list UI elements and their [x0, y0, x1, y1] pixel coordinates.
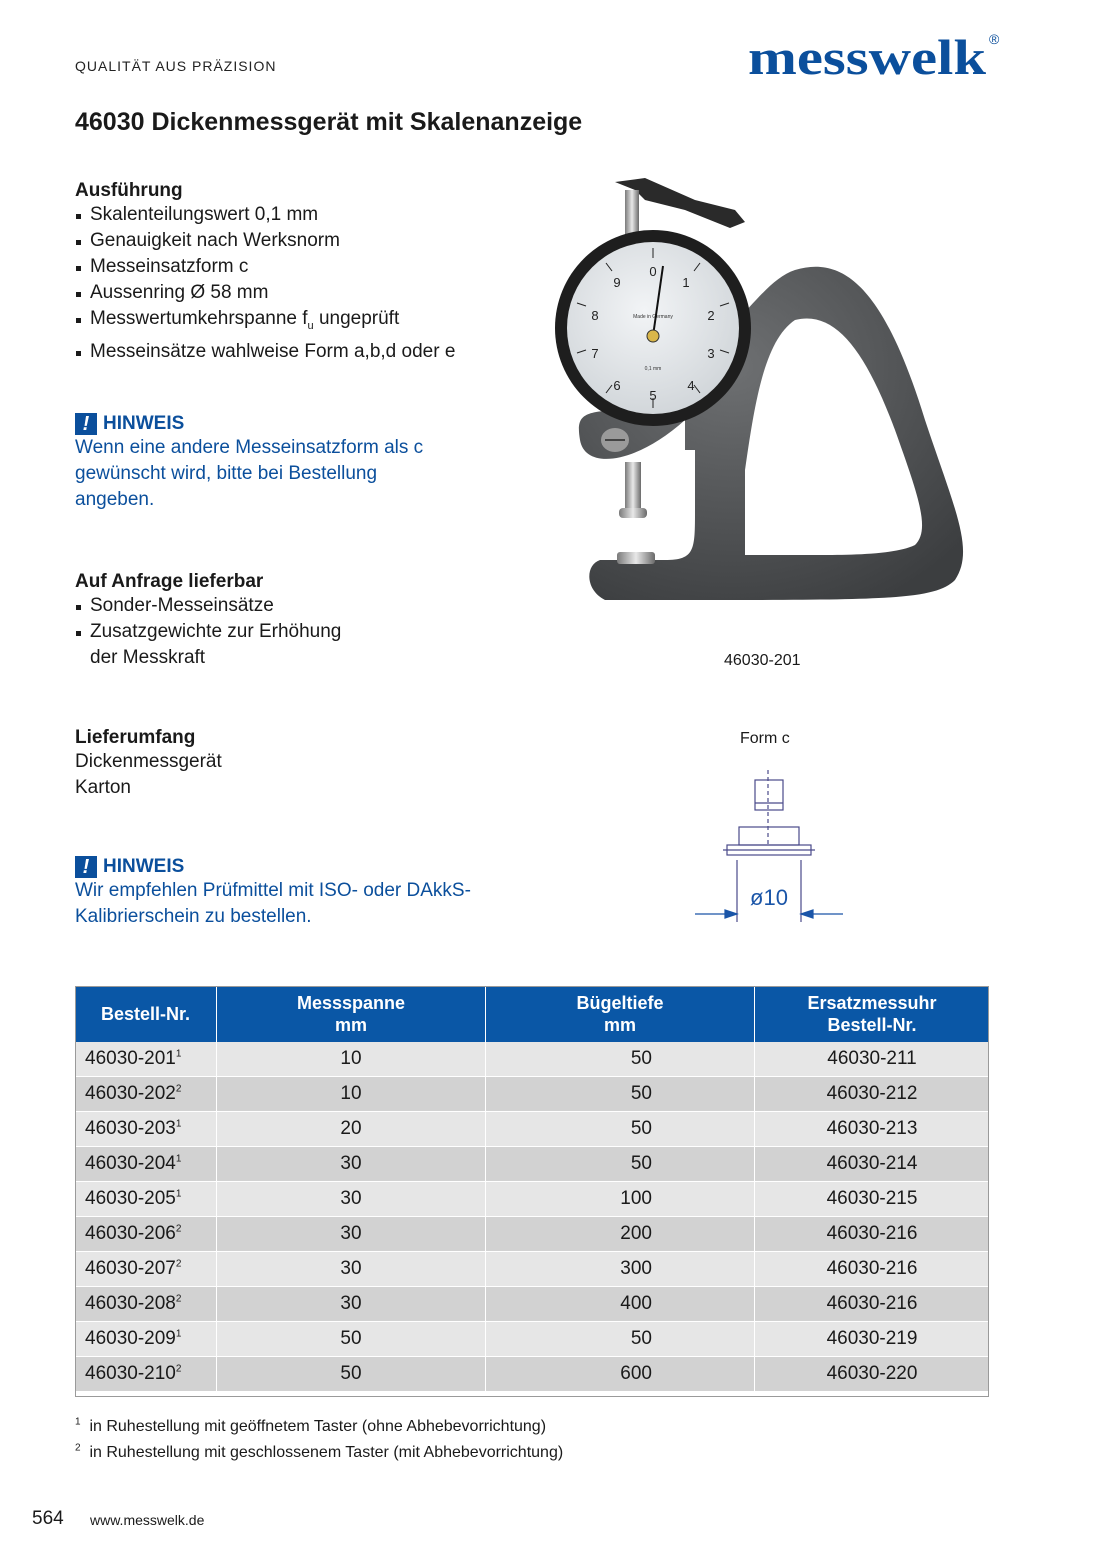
frame-depth-cell: 50 — [486, 1147, 755, 1182]
ausfuehrung-list — [75, 202, 535, 365]
frame-depth-cell: 400 — [486, 1287, 755, 1322]
list-item: Messeinsätze wahlweise Form a,b,d oder e — [75, 339, 535, 365]
measuring-span-cell: 30 — [217, 1182, 486, 1217]
column-header: Bestell-Nr. — [75, 986, 217, 1042]
order-number-cell: $46030-202^2$ — [75, 1077, 217, 1112]
footnote-2 — [75, 1444, 563, 1462]
order-number-cell: $46030-205^1$ — [75, 1182, 217, 1217]
order-number-cell: $46030-209^1$ — [75, 1322, 217, 1357]
spare-dial-cell: 46030-214 — [755, 1147, 990, 1182]
form-caption: Form c — [740, 730, 790, 747]
hinweis-text — [75, 878, 545, 930]
anfrage-heading: Auf Anfrage lieferbar — [75, 571, 264, 592]
list-item: Zusatzgewichte zur Erhöhung — [75, 619, 525, 645]
logo-registered-mark: ® — [989, 31, 1000, 47]
ausfuehrung-section — [75, 180, 535, 365]
list-item-text-tail: ungeprüft — [313, 308, 400, 329]
table-row — [75, 1042, 989, 1077]
order-number-cell: $46030-201^1$ — [75, 1042, 217, 1077]
hinweis-line: Wenn eine andere Messeinsatzform als c — [75, 437, 424, 458]
list-item: Genauigkeit nach Werksnorm — [75, 228, 535, 254]
dial-number: 3 — [707, 346, 715, 361]
measuring-span-cell: 50 — [217, 1357, 486, 1392]
lieferumfang-line: Dickenmessgerät — [75, 751, 222, 772]
dial-number: 8 — [591, 308, 599, 323]
dial-number: 0 — [649, 264, 657, 279]
list-item: Sonder-Messeinsätze — [75, 593, 525, 619]
list-item-text: Messwertumkehrspanne f — [90, 308, 308, 329]
frame-depth-cell: 200 — [486, 1217, 755, 1252]
list-item — [75, 306, 535, 339]
dial-unit: 0,1 mm — [644, 366, 662, 372]
frame-depth-cell: 50 — [486, 1322, 755, 1357]
anvil — [617, 552, 655, 564]
page-title: 46030 Dickenmessgerät mit Skalenanzeige — [75, 108, 583, 136]
footnote-mark: 1 — [75, 1416, 81, 1428]
spare-dial-cell: 46030-213 — [755, 1112, 990, 1147]
order-number-cell: $46030-204^1$ — [75, 1147, 217, 1182]
dial-number: 4 — [687, 378, 695, 393]
thickness-gauge-image — [545, 170, 1005, 650]
measuring-span-cell: 50 — [217, 1322, 486, 1357]
table-row — [75, 1147, 989, 1182]
order-table — [75, 986, 989, 1392]
form-c-diagram — [695, 770, 845, 925]
frame-depth-cell: 100 — [486, 1182, 755, 1217]
table-row — [75, 1112, 989, 1147]
table-row — [75, 1357, 989, 1392]
footnote-text: in Ruhestellung mit geöffnetem Taster (ohne Abhebevorrichtung) — [89, 1418, 547, 1435]
hinweis-line: angeben. — [75, 489, 155, 510]
image-caption: 46030-201 — [724, 652, 801, 669]
footnote-1 — [75, 1418, 546, 1436]
needle-hub — [647, 330, 659, 342]
dial-number: 9 — [613, 275, 621, 290]
frame-depth-cell: 50 — [486, 1042, 755, 1077]
measuring-span-cell: 20 — [217, 1112, 486, 1147]
anfrage-section — [75, 571, 525, 671]
frame-depth-cell: 50 — [486, 1077, 755, 1112]
measuring-span-cell: 30 — [217, 1147, 486, 1182]
lieferumfang-line: Karton — [75, 777, 131, 798]
table-row — [75, 1287, 989, 1322]
hinweis-box-1 — [75, 413, 525, 513]
lieferumfang-heading: Lieferumfang — [75, 727, 196, 748]
table-body — [75, 1042, 989, 1392]
list-item-continuation: der Messkraft — [90, 647, 206, 668]
measuring-span-cell: 30 — [217, 1287, 486, 1322]
hinweis-box-2 — [75, 856, 545, 930]
column-header: Bügeltiefe mm — [486, 986, 755, 1042]
frame-depth-cell: 600 — [486, 1357, 755, 1392]
dial-small-text: Made in Germany — [633, 314, 673, 320]
spare-dial-cell: 46030-216 — [755, 1252, 990, 1287]
table-row — [75, 1077, 989, 1112]
logo-text: messwelk — [748, 30, 987, 82]
warning-icon: ! — [75, 856, 97, 878]
order-number-cell: $46030-208^2$ — [75, 1287, 217, 1322]
spare-dial-cell: 46030-216 — [755, 1217, 990, 1252]
hinweis-label: HINWEIS — [103, 413, 185, 434]
footnote-mark: 2 — [75, 1442, 81, 1454]
list-item: Skalenteilungswert 0,1 mm — [75, 202, 535, 228]
list-item: Aussenring Ø 58 mm — [75, 280, 535, 306]
dimension-label: ø10 — [750, 885, 788, 910]
dial-number: 2 — [707, 308, 715, 323]
table-row — [75, 1322, 989, 1357]
hinweis-line: gewünscht wird, bitte bei Bestellung — [75, 463, 378, 484]
spare-dial-cell: 46030-216 — [755, 1287, 990, 1322]
dial-number: 7 — [591, 346, 599, 361]
order-number-cell: $46030-203^1$ — [75, 1112, 217, 1147]
measuring-span-cell: 30 — [217, 1252, 486, 1287]
hinweis-text — [75, 435, 525, 513]
subscript: u — [307, 319, 314, 332]
table-row — [75, 1182, 989, 1217]
column-header: Messspanne mm — [217, 986, 486, 1042]
hinweis-line: Wir empfehlen Prüfmittel mit ISO- oder DAkkS- — [75, 880, 471, 901]
hinweis-label: HINWEIS — [103, 856, 185, 877]
order-number-cell: $46030-210^2$ — [75, 1357, 217, 1392]
frame-depth-cell: 50 — [486, 1112, 755, 1147]
dimension-arrows — [695, 910, 843, 918]
dial-number: 5 — [649, 388, 657, 403]
website-link[interactable]: www.messwelk.de — [90, 1512, 205, 1528]
spare-dial-cell: 46030-220 — [755, 1357, 990, 1392]
spare-dial-cell: 46030-212 — [755, 1077, 990, 1112]
messwelk-logo — [748, 30, 1008, 82]
tagline: QUALITÄT AUS PRÄZISION — [75, 58, 277, 74]
lieferumfang-section — [75, 727, 525, 801]
column-header: Ersatzmessuhr Bestell-Nr. — [755, 986, 990, 1042]
order-number-cell: $46030-206^2$ — [75, 1217, 217, 1252]
lower-plunger — [625, 462, 641, 512]
dial-number: 1 — [682, 275, 690, 290]
measuring-tip — [619, 508, 647, 518]
ausfuehrung-heading: Ausführung — [75, 180, 183, 201]
warning-icon: ! — [75, 413, 97, 435]
spare-dial-cell: 46030-219 — [755, 1322, 990, 1357]
page-number: 564 — [32, 1508, 64, 1529]
measuring-span-cell: 30 — [217, 1217, 486, 1252]
order-number-cell: $46030-207^2$ — [75, 1252, 217, 1287]
measuring-span-cell: 10 — [217, 1077, 486, 1112]
spare-dial-cell: 46030-211 — [755, 1042, 990, 1077]
measuring-span-cell: 10 — [217, 1042, 486, 1077]
table-row — [75, 1252, 989, 1287]
dial-number: 6 — [613, 378, 621, 393]
footnote-text: in Ruhestellung mit geschlossenem Taster (mit Abhebevorrichtung) — [89, 1444, 564, 1461]
list-item: Messeinsatzform c — [75, 254, 535, 280]
frame-depth-cell: 300 — [486, 1252, 755, 1287]
spare-dial-cell: 46030-215 — [755, 1182, 990, 1217]
table-row — [75, 1217, 989, 1252]
hinweis-line: Kalibrierschein zu bestellen. — [75, 906, 312, 927]
